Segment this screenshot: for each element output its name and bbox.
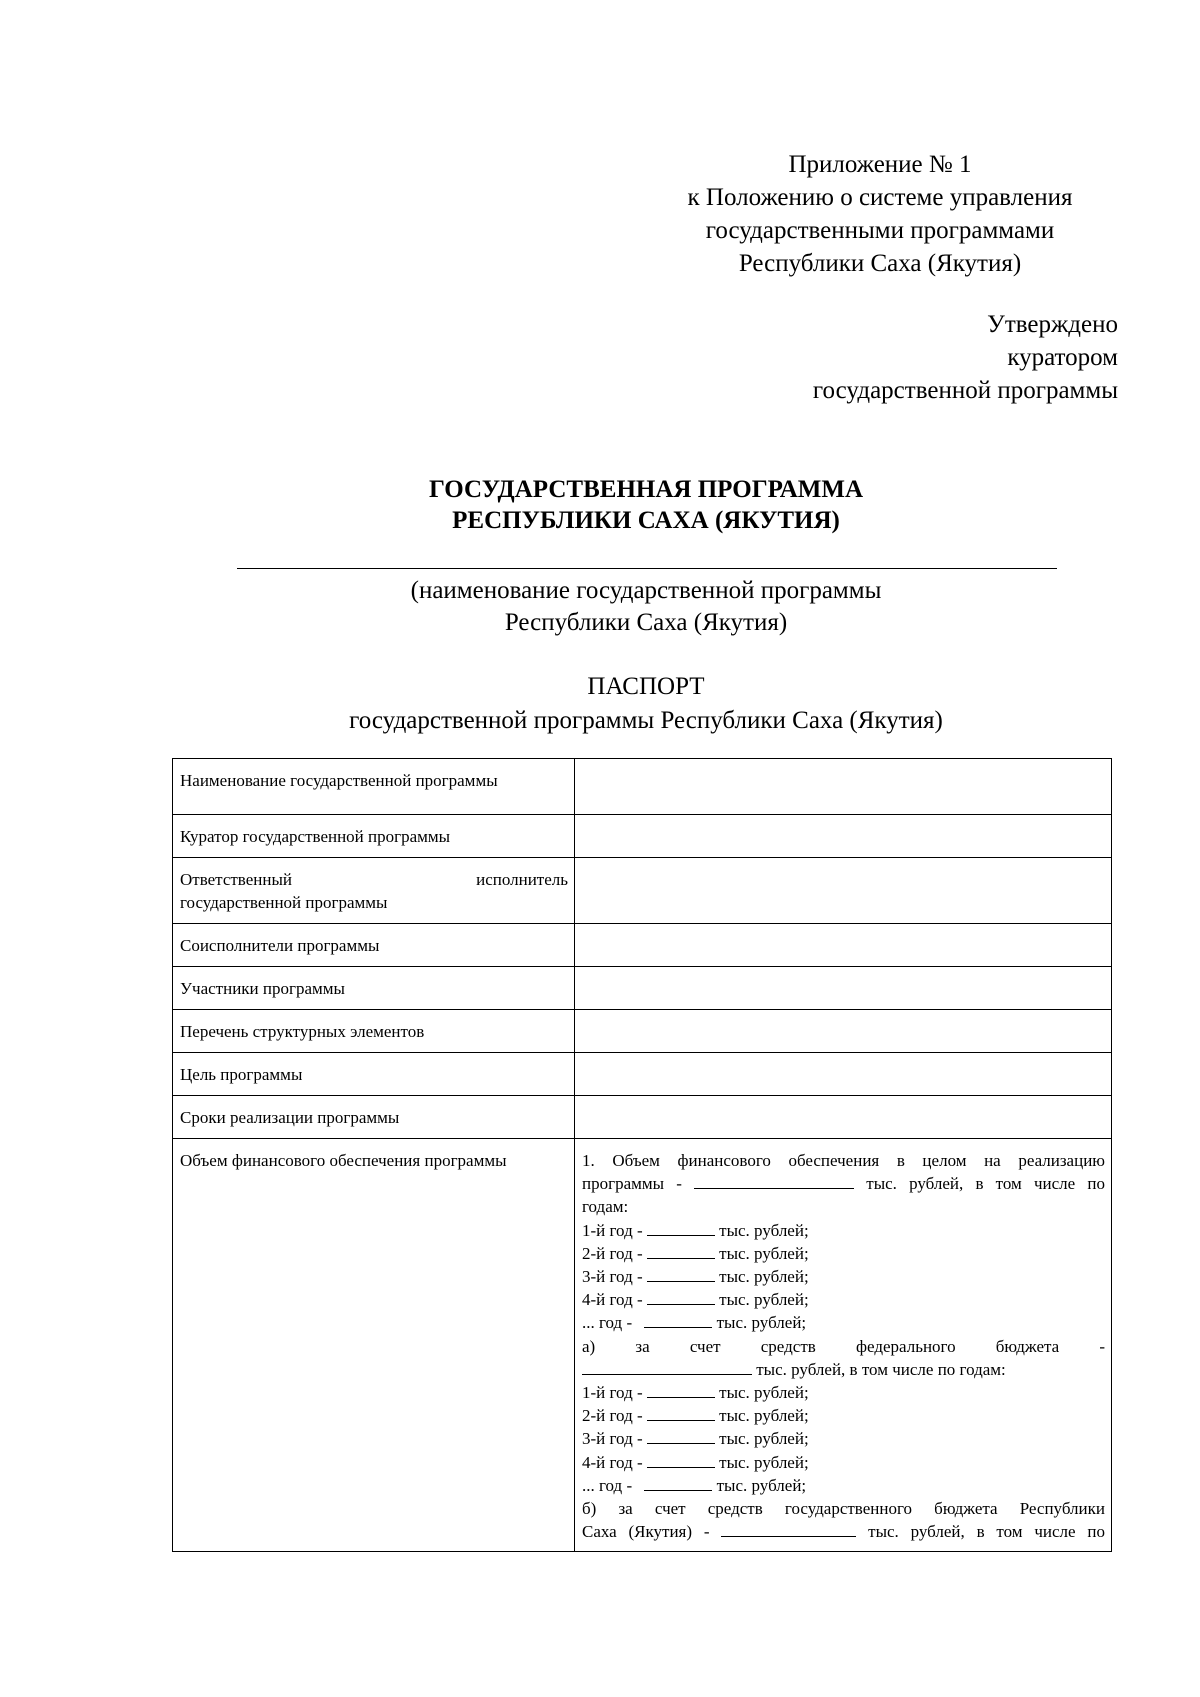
approval-line: государственной программы — [812, 377, 1118, 404]
row-label: Цель программы — [173, 1053, 575, 1096]
appendix-heading — [640, 148, 1120, 280]
finance-details — [575, 1139, 1112, 1552]
table-row — [173, 924, 1112, 967]
row-label: Объем финансового обеспечения программы — [173, 1139, 575, 1552]
appendix-ref-line: к Положению о системе управления — [687, 184, 1073, 211]
federal-budget-amount-line: тыс. рублей, в том числе по годам: — [582, 1358, 1105, 1381]
row-label: Куратор государственной программы — [173, 815, 575, 858]
table-row-finance — [173, 1139, 1112, 1552]
year-line: 4-й год - тыс. рублей; — [582, 1452, 809, 1472]
passport-table — [172, 758, 1112, 1552]
program-title — [0, 474, 1200, 536]
year-line: 2-й год - тыс. рублей; — [582, 1406, 809, 1426]
row-label: Перечень структурных элементов — [173, 1010, 575, 1053]
table-row — [173, 815, 1112, 858]
row-label: Наименование государственной программы — [173, 759, 575, 815]
passport-subtitle: государственной программы Республики Саха (Якутия) — [349, 707, 943, 734]
amount-blank — [647, 1428, 715, 1444]
amount-blank — [582, 1359, 752, 1375]
row-label-line: Ответственный исполнитель — [180, 870, 568, 889]
table-row — [173, 858, 1112, 924]
amount-blank — [694, 1173, 854, 1189]
finance-total-line: программы - тыс. рублей, в том числе по — [582, 1174, 1105, 1194]
amount-blank — [644, 1475, 712, 1491]
amount-blank — [647, 1382, 715, 1398]
passport-title: ПАСПОРТ — [587, 673, 705, 700]
amount-blank — [721, 1521, 856, 1537]
year-line: 1-й год - тыс. рублей; — [582, 1383, 809, 1403]
appendix-ref-line: Республики Саха (Якутия) — [738, 250, 1022, 277]
year-line: 3-й год - тыс. рублей; — [582, 1429, 809, 1449]
appendix-ref-line: государственными программами — [705, 217, 1055, 244]
passport-heading — [0, 670, 1200, 738]
approval-line: куратором — [1007, 344, 1118, 371]
amount-blank — [647, 1405, 715, 1421]
republic-budget-amount-line: Саха (Якутия) - тыс. рублей, в том числе по — [582, 1522, 1105, 1542]
row-value-empty — [575, 1096, 1112, 1139]
row-value-empty — [575, 815, 1112, 858]
amount-blank — [647, 1266, 715, 1282]
program-title-line: ГОСУДАРСТВЕННАЯ ПРОГРАММА — [428, 476, 864, 503]
federal-budget-line: а) за счет средств федерального бюджета - — [582, 1336, 1106, 1356]
row-value-empty — [575, 967, 1112, 1010]
row-label: Соисполнители программы — [173, 924, 575, 967]
year-line: ... год - тыс. рублей; — [582, 1475, 807, 1495]
amount-blank — [644, 1312, 712, 1328]
amount-blank — [647, 1243, 715, 1259]
caption-line: Республики Саха (Якутия) — [504, 609, 788, 636]
row-label: Сроки реализации программы — [173, 1096, 575, 1139]
program-title-line: РЕСПУБЛИКИ САХА (ЯКУТИЯ) — [452, 507, 840, 534]
finance-intro-line: 1. Объем финансового обеспечения в целом на реализацию — [582, 1151, 1105, 1170]
row-label: Участники программы — [173, 967, 575, 1010]
approval-line: Утверждено — [987, 311, 1118, 338]
approval-block — [813, 308, 1118, 407]
amount-blank — [647, 1452, 715, 1468]
table-row — [173, 759, 1112, 815]
finance-intro-line: годам: — [582, 1197, 629, 1217]
row-value-empty — [575, 759, 1112, 815]
table-row — [173, 1053, 1112, 1096]
republic-budget-line: б) за счет средств государственного бюджета Республики — [582, 1499, 1105, 1519]
row-value-empty — [575, 858, 1112, 924]
year-line: 2-й год - тыс. рублей; — [582, 1243, 809, 1263]
year-line: ... год - тыс. рублей; — [582, 1313, 807, 1333]
program-name-underline — [237, 568, 1057, 569]
table-row — [173, 1010, 1112, 1053]
row-value-empty — [575, 1053, 1112, 1096]
amount-blank — [647, 1220, 715, 1236]
year-line: 4-й год - тыс. рублей; — [582, 1290, 809, 1310]
appendix-number: Приложение № 1 — [788, 151, 972, 178]
row-value-empty — [575, 924, 1112, 967]
row-label — [173, 858, 575, 924]
row-label-line: государственной программы — [180, 893, 388, 912]
table-row — [173, 967, 1112, 1010]
table-row — [173, 1096, 1112, 1139]
amount-blank — [647, 1289, 715, 1305]
caption-line: (наименование государственной программы — [410, 577, 882, 604]
program-name-caption — [0, 575, 1200, 639]
row-value-empty — [575, 1010, 1112, 1053]
year-line: 3-й год - тыс. рублей; — [582, 1267, 809, 1287]
year-line: 1-й год - тыс. рублей; — [582, 1220, 809, 1240]
